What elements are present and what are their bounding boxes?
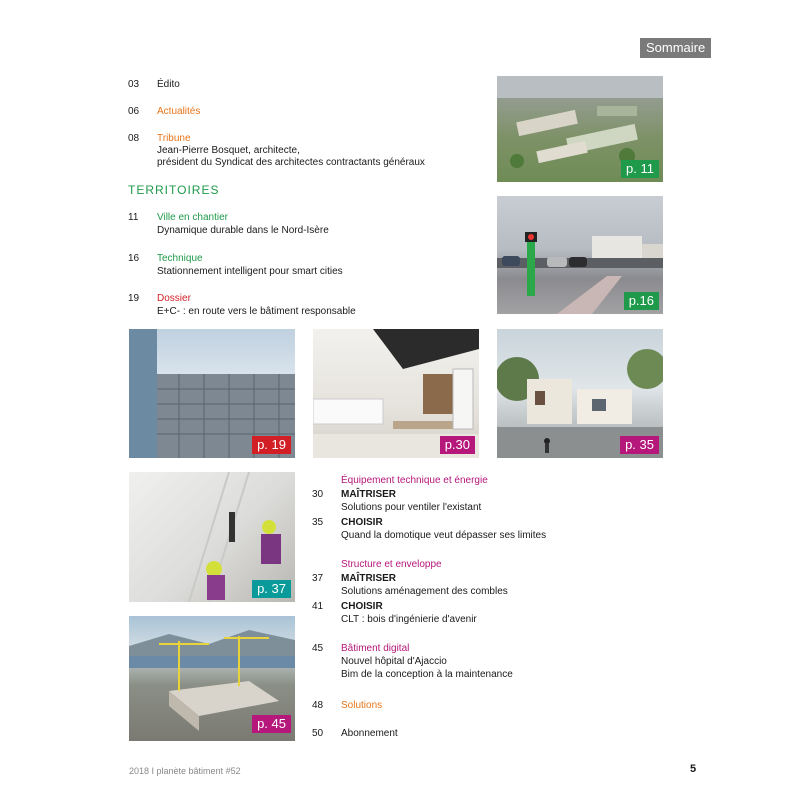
toc-entry[interactable] xyxy=(128,132,488,172)
photo-parking[interactable] xyxy=(497,196,663,314)
territoires-list xyxy=(128,211,488,321)
page-num: 16 xyxy=(128,253,140,264)
toc-top xyxy=(128,78,488,178)
page-badge: p.16 xyxy=(624,292,659,310)
photo-aerial-district[interactable] xyxy=(497,76,663,182)
entry-line: CLT : bois d'ingénierie d'avenir xyxy=(341,614,477,625)
page-num: 50 xyxy=(312,728,324,739)
page-num: 35 xyxy=(312,517,324,528)
page-badge: p. 19 xyxy=(252,436,291,454)
entry-line: Solutions aménagement des combles xyxy=(341,586,508,597)
entry-title: Tribune xyxy=(157,133,191,144)
entry-title: Ville en chantier xyxy=(157,212,228,223)
page-badge: p. 45 xyxy=(252,715,291,733)
photo-interior[interactable] xyxy=(313,329,479,458)
page-num: 11 xyxy=(128,212,139,223)
entry-line: Solutions pour ventiler l'existant xyxy=(341,502,482,513)
structure-heading: Structure et enveloppe xyxy=(341,559,442,570)
entry-line: Jean-Pierre Bosquet, architecte, xyxy=(157,145,300,156)
page-badge: p. 11 xyxy=(621,160,659,178)
entry-title: Édito xyxy=(157,79,180,90)
abonnement-entry[interactable] xyxy=(312,727,612,741)
equipement-list xyxy=(312,488,612,548)
entry-title: CHOISIR xyxy=(341,601,383,612)
entry-line: Stationnement intelligent pour smart cities xyxy=(157,266,343,277)
photo-glass-building[interactable] xyxy=(129,329,295,458)
page-number: 5 xyxy=(690,763,697,775)
photo-ceiling-workers[interactable] xyxy=(129,472,295,602)
entry-title: MAÎTRISER xyxy=(341,489,396,500)
page-num: 37 xyxy=(312,573,324,584)
photo-hospital-site[interactable] xyxy=(129,616,295,741)
entry-title: Bâtiment digital xyxy=(341,643,410,654)
page-badge: p. 35 xyxy=(620,436,659,454)
page-num: 45 xyxy=(312,643,324,654)
entry-title: Actualités xyxy=(157,106,201,117)
entry-title: CHOISIR xyxy=(341,517,383,528)
sommaire-tag: Sommaire xyxy=(640,38,711,58)
page-num: 06 xyxy=(128,106,140,117)
page-badge: p. 37 xyxy=(252,580,291,598)
entry-line: Bim de la conception à la maintenance xyxy=(341,669,513,680)
page-num: 41 xyxy=(312,601,324,612)
entry-line: président du Syndicat des architectes contractants généraux xyxy=(157,157,425,168)
page-num: 08 xyxy=(128,133,140,144)
page-badge: p.30 xyxy=(440,436,475,454)
entry-line: Dynamique durable dans le Nord-Isère xyxy=(157,225,329,236)
page-num: 03 xyxy=(128,79,140,90)
entry-title: Abonnement xyxy=(341,728,398,739)
photo-residential-street[interactable] xyxy=(497,329,663,458)
structure-list xyxy=(312,572,612,632)
page-num: 19 xyxy=(128,293,140,304)
entry-title: MAÎTRISER xyxy=(341,573,396,584)
digital-entry[interactable] xyxy=(312,642,612,682)
territoires-heading: TERRITOIRES xyxy=(128,183,220,197)
entry-title: Solutions xyxy=(341,700,383,711)
entry-title: Dossier xyxy=(157,293,191,304)
entry-line: Nouvel hôpital d'Ajaccio xyxy=(341,656,447,667)
page-num: 48 xyxy=(312,700,324,711)
solutions-entry[interactable] xyxy=(312,699,612,713)
entry-line: E+C- : en route vers le bâtiment responsable xyxy=(157,306,356,317)
entry-title: Technique xyxy=(157,253,203,264)
entry-line: Quand la domotique veut dépasser ses limites xyxy=(341,530,547,541)
footer-issue: 2018 I planète bâtiment #52 xyxy=(129,766,241,776)
equipement-heading: Équipement technique et énergie xyxy=(341,475,488,486)
page-num: 30 xyxy=(312,489,324,500)
